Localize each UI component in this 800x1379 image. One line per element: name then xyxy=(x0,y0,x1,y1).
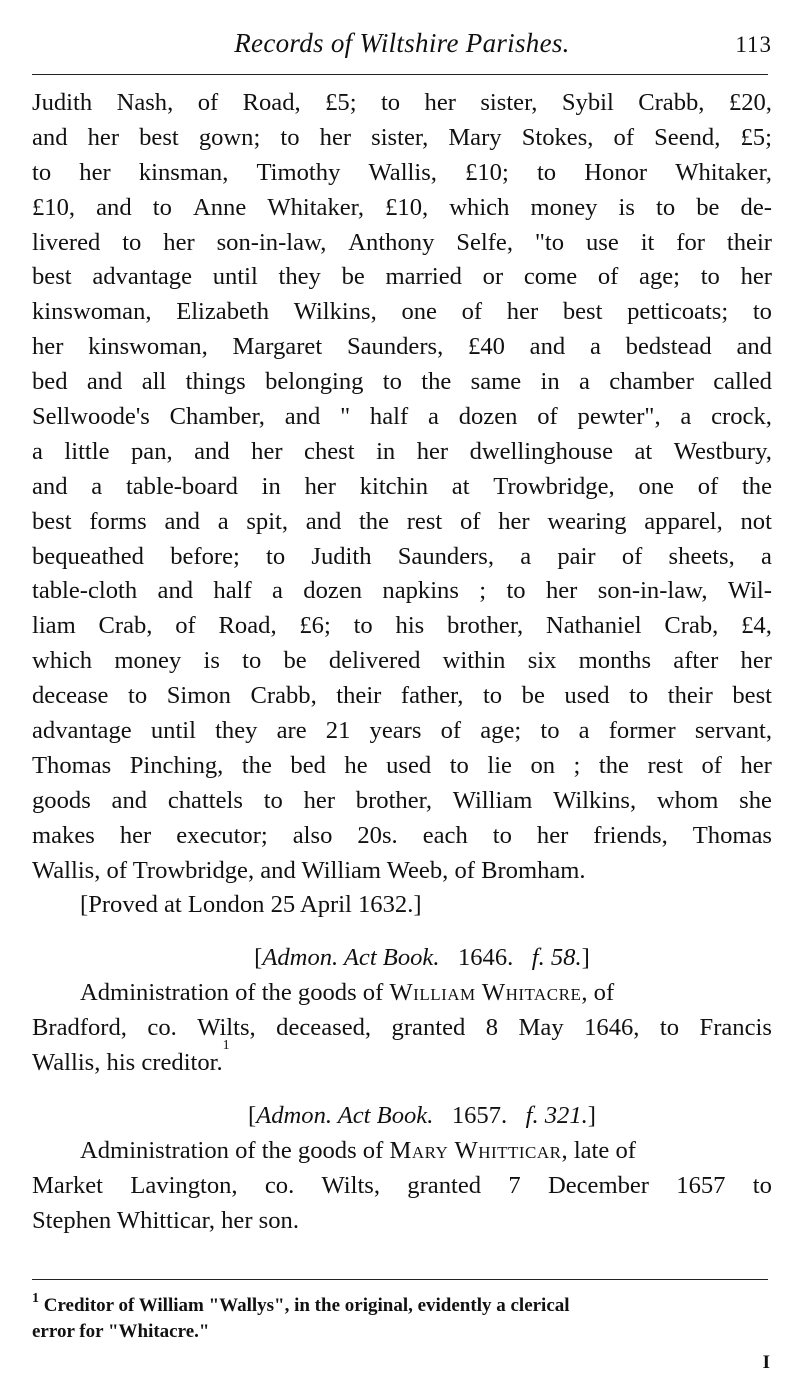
footnote-number: 1 xyxy=(32,1291,39,1306)
entry-source: Admon. Act Book. xyxy=(256,1101,434,1129)
text-line: Thomas Pinching, the bed he used to lie on ; the rest of her xyxy=(32,751,772,779)
entry-folio: f. 321. xyxy=(525,1101,588,1129)
text-line: table-cloth and half a dozen napkins ; to her son-in-law, Wil- xyxy=(32,577,772,605)
text-line: livered to her son-in-law, Anthony Selfe, "to use it for their xyxy=(32,228,772,256)
text-line: and her best gown; to her sister, Mary Stokes, of Seend, £5; xyxy=(32,123,772,151)
text-line: best forms and a spit, and the rest of her wearing apparel, not xyxy=(32,507,772,535)
entry-line: Bradford, co. Wilts, deceased, granted 8 May 1646, to Francis xyxy=(32,1014,772,1042)
text-line: a little pan, and her chest in her dwellinghouse at Westbury, xyxy=(32,437,772,465)
running-title: Records of Wiltshire Parishes. xyxy=(234,28,570,58)
text-line: advantage until they are 21 years of age; to a former servant, xyxy=(32,717,772,745)
entry-heading: [Admon. Act Book. 1646. f. 58.] xyxy=(254,944,590,972)
text-line: Judith Nash, of Road, £5; to her sister, Sybil Crabb, £20, xyxy=(32,89,772,116)
text-line: £10, and to Anne Whitaker, £10, which money is to be de- xyxy=(32,193,772,221)
body-text xyxy=(32,86,772,1239)
entry-name: Mary Whitticar xyxy=(389,1136,562,1164)
footnote xyxy=(32,1293,772,1345)
footnote-line: error for "Whitacre." xyxy=(32,1321,210,1342)
entry-heading: [Admon. Act Book. 1657. f. 321.] xyxy=(248,1101,596,1129)
entry-line: Administration of the goods of William Whitacre, of xyxy=(80,979,615,1007)
entry-name: William Whitacre xyxy=(389,979,582,1007)
entry-folio: f. 58. xyxy=(531,944,582,972)
entry-line: Administration of the goods of Mary Whitticar, late of xyxy=(80,1136,636,1164)
text-line: kinswoman, Elizabeth Wilkins, one of her best petticoats; to xyxy=(32,298,772,326)
will-paragraph xyxy=(32,86,772,888)
page-number: 113 xyxy=(735,32,772,57)
header-rule xyxy=(32,74,768,75)
proved-note: [Proved at London 25 April 1632.] xyxy=(80,891,422,919)
text-line: her kinswoman, Margaret Saunders, £40 and a bedstead and xyxy=(32,333,772,361)
entry-line: Wallis, his creditor. 1 xyxy=(32,1046,772,1081)
text-line: decease to Simon Crabb, their father, to be used to their best xyxy=(32,682,772,710)
entry-line: Stephen Whitticar, her son. xyxy=(32,1206,299,1234)
signature-mark: I xyxy=(762,1352,770,1373)
page-header xyxy=(32,28,772,64)
entry-line: Market Lavington, co. Wilts, granted 7 December 1657 to xyxy=(32,1171,772,1199)
text-line: bequeathed before; to Judith Saunders, a pair of sheets, a xyxy=(32,542,772,570)
entry-source: Admon. Act Book. xyxy=(262,944,440,972)
entry-year: 1646. xyxy=(457,944,514,972)
text-line: to her kinsman, Timothy Wallis, £10; to Honor Whitaker, xyxy=(32,158,772,186)
text-line: makes her executor; also 20s. each to her friends, Thomas xyxy=(32,821,772,849)
text-line: Sellwoode's Chamber, and " half a dozen of pewter", a crock, xyxy=(32,403,772,431)
footnote-line: $^1$ Creditor of William "Wallys", in the original, evidently a clerical xyxy=(32,1291,570,1316)
entry-year: 1657. xyxy=(451,1101,508,1129)
text-line: Wallis, of Trowbridge, and William Weeb, of Bromham. xyxy=(32,856,586,884)
text-line: which money is to be delivered within six months after her xyxy=(32,647,772,675)
text-line: goods and chattels to her brother, William Wilkins, whom she xyxy=(32,786,772,814)
footnote-marker[interactable]: 1 xyxy=(222,1038,230,1054)
text-line: and a table-board in her kitchin at Trowbridge, one of the xyxy=(32,472,772,500)
text-line: bed and all things belonging to the same in a chamber called xyxy=(32,368,772,396)
text-line: best advantage until they be married or come of age; to her xyxy=(32,263,772,291)
text-line: liam Crab, of Road, £6; to his brother, Nathaniel Crab, £4, xyxy=(32,612,772,640)
footnote-rule xyxy=(32,1279,768,1280)
